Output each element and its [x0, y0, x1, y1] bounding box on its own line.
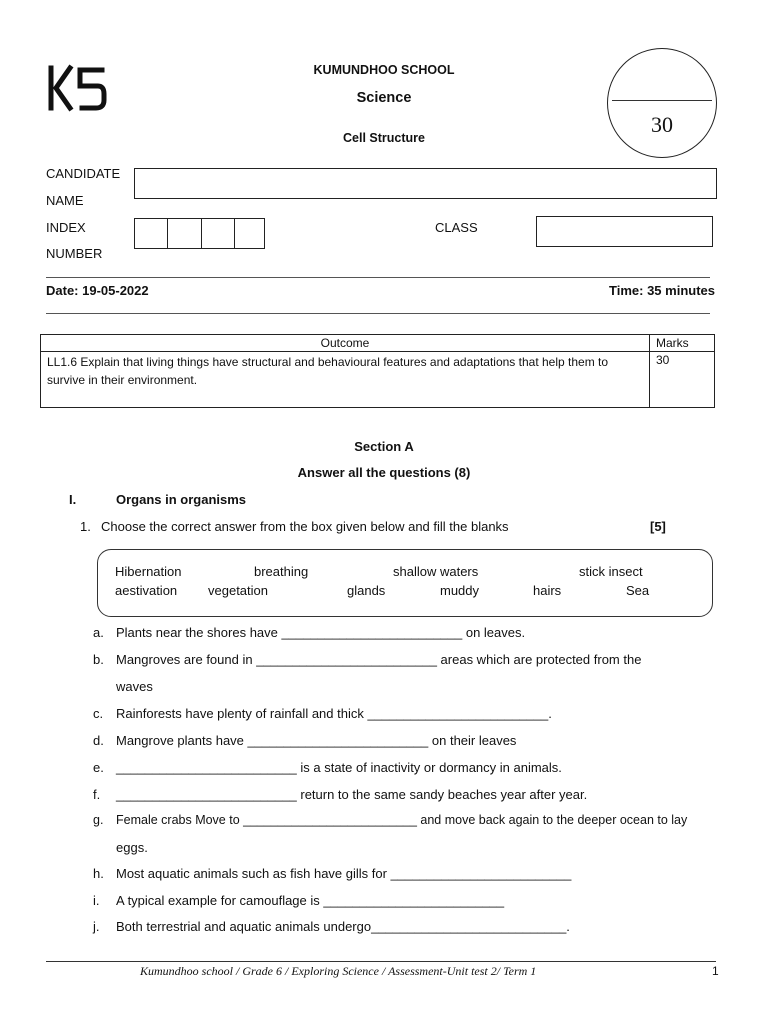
question-item: [93, 813, 687, 827]
index-cell-divider: [167, 219, 168, 248]
candidate-label: CANDIDATE: [46, 166, 121, 181]
class-field[interactable]: [536, 216, 713, 247]
question-item: [93, 706, 552, 721]
question-letter: g.: [93, 813, 104, 827]
word-option: shallow waters: [393, 564, 479, 579]
question-text: Mangrove plants have _________________________ on their leaves: [116, 733, 517, 748]
word-option: hairs: [533, 583, 562, 598]
question-text: _________________________ is a state of inactivity or dormancy in animals.: [116, 760, 562, 775]
question-text: _________________________ return to the same sandy beaches year after year.: [116, 787, 588, 802]
index-cell-divider: [234, 219, 235, 248]
word-bank-box: [97, 549, 713, 617]
outcome-text: LL1.6 Explain that living things have structural and behavioural features and adaptations that help them to survive in their environment.: [41, 352, 650, 408]
question-item: [93, 893, 504, 908]
outcome-marks: 30: [650, 352, 715, 408]
question-item-continued: [93, 679, 153, 694]
topic-title: Cell Structure: [343, 131, 425, 145]
divider-line: [46, 313, 710, 314]
question-text: Mangroves are found in _________________________ areas which are protected from the: [116, 652, 642, 667]
word-option: breathing: [254, 564, 309, 579]
word-option: Sea: [626, 583, 650, 598]
section-title: Section A: [354, 439, 414, 454]
school-name: KUMUNDHOO SCHOOL: [313, 63, 455, 77]
question-text: Plants near the shores have _________________________ on leaves.: [116, 625, 526, 640]
candidate-label-name: NAME: [46, 193, 84, 208]
question-letter: h.: [93, 866, 104, 881]
word-option: glands: [347, 583, 386, 598]
footer-text: Kumundhoo school / Grade 6 / Exploring Science / Assessment-Unit test 2/ Term 1: [140, 964, 537, 978]
exam-time: Time: 35 minutes: [609, 283, 715, 298]
index-label: INDEX: [46, 220, 86, 235]
index-number-field[interactable]: [134, 218, 265, 249]
exam-date: Date: 19-05-2022: [46, 283, 149, 298]
question-text: Rainforests have plenty of rainfall and thick _________________________.: [116, 706, 552, 721]
divider-line: [46, 277, 710, 278]
question-letter: d.: [93, 733, 104, 748]
section-instruction: Answer all the questions (8): [297, 465, 471, 480]
question-letter: e.: [93, 760, 104, 775]
question-item: [93, 866, 571, 881]
question-item-continued: [93, 840, 148, 855]
question-letter: c.: [93, 706, 104, 721]
question-letter: f.: [93, 787, 101, 802]
index-cell-divider: [201, 219, 202, 248]
word-option: stick insect: [579, 564, 643, 579]
page-number: 1: [712, 964, 719, 978]
question-marks: [5]: [650, 519, 666, 534]
footer-divider: [46, 961, 716, 962]
score-divider: [612, 100, 712, 101]
question-text: Both terrestrial and aquatic animals undergo___________________________.: [116, 919, 570, 934]
question-item: [93, 652, 641, 667]
word-option: vegetation: [208, 583, 268, 598]
question-letter: b.: [93, 652, 104, 667]
outcome-header: Outcome: [41, 335, 650, 352]
part-title: Organs in organisms: [116, 492, 247, 507]
question-item: [93, 787, 587, 802]
class-label: CLASS: [435, 220, 478, 235]
question-item: [93, 919, 570, 934]
word-option: Hibernation: [115, 564, 182, 579]
question-text: waves: [116, 679, 153, 694]
question-text: Choose the correct answer from the box given below and fill the blanks: [101, 519, 509, 534]
marks-header: Marks: [650, 335, 715, 352]
question-number: 1.: [80, 519, 91, 534]
question-letter: j.: [93, 919, 100, 934]
question-text: Female crabs Move to _________________________ and move back again to the deeper ocean to lay: [116, 813, 688, 827]
question-text: eggs.: [116, 840, 148, 855]
candidate-name-field[interactable]: [134, 168, 717, 199]
outcome-table: [40, 334, 715, 408]
score-circle: [607, 48, 717, 158]
word-option: aestivation: [115, 583, 178, 598]
score-total: 30: [651, 112, 673, 137]
question-text: Most aquatic animals such as fish have gills for _________________________: [116, 866, 572, 881]
word-option: muddy: [440, 583, 480, 598]
part-number: I.: [69, 492, 77, 507]
question-item: [93, 760, 562, 775]
subject-title: Science: [356, 90, 412, 106]
question-text: A typical example for camouflage is _________________________: [116, 893, 505, 908]
index-label-number: NUMBER: [46, 246, 103, 261]
question-letter: a.: [93, 625, 104, 640]
question-item: [93, 733, 516, 748]
question-letter: i.: [93, 893, 100, 908]
question-item: [93, 625, 525, 640]
